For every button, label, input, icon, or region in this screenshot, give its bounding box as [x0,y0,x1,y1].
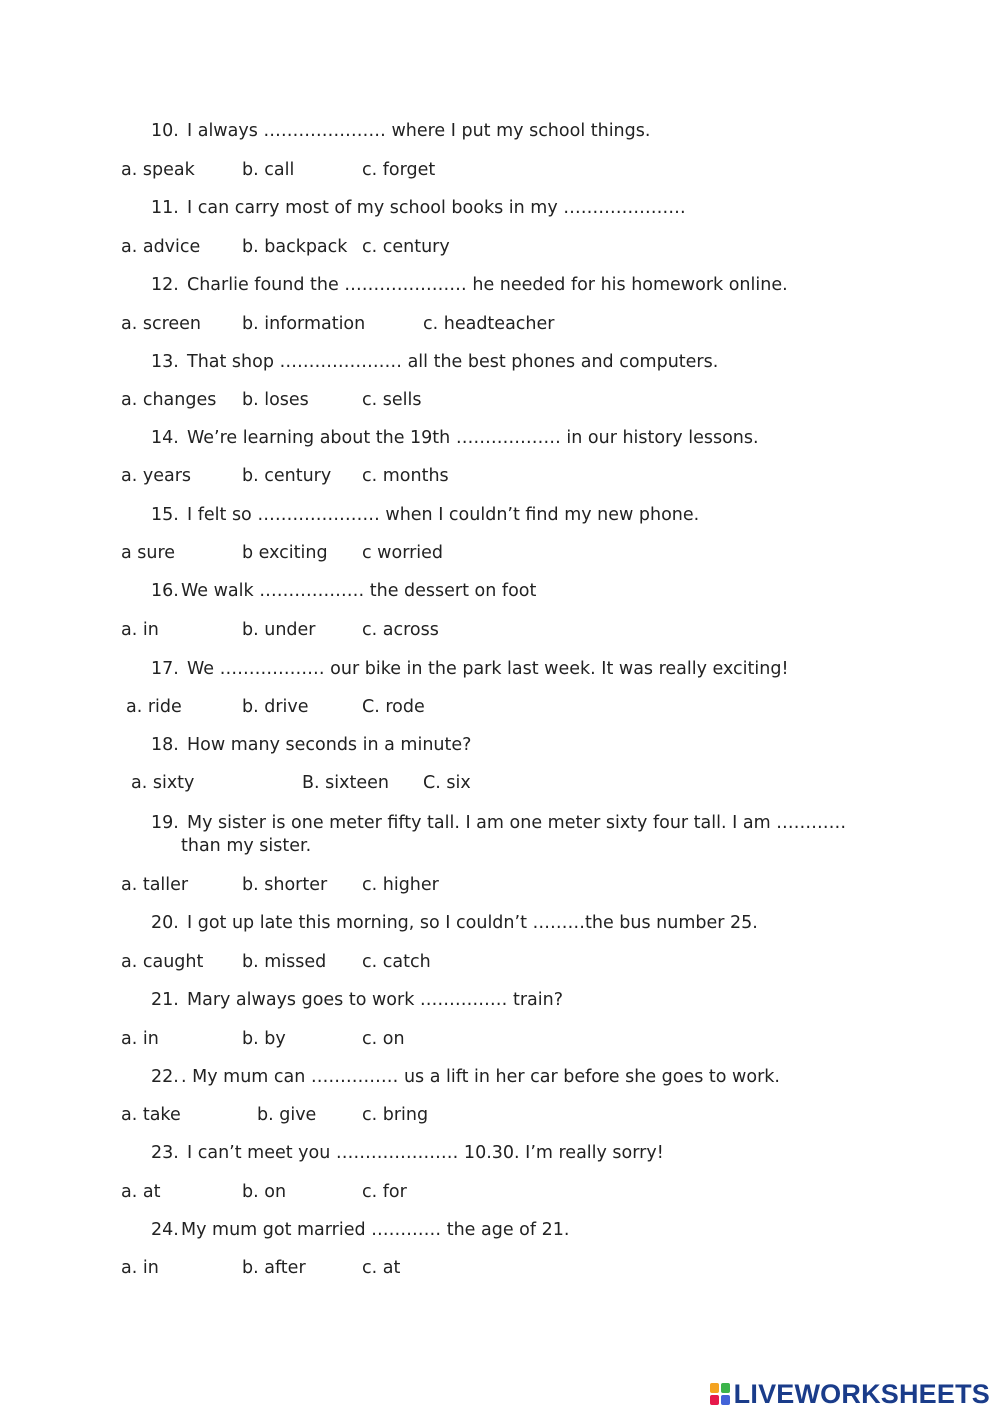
question-number: 23. [151,1143,179,1163]
option-b[interactable]: b. by [242,1029,286,1049]
option-c[interactable]: C. six [423,773,471,793]
option-c[interactable]: c. century [362,237,450,257]
option-a[interactable]: a. years [121,466,192,486]
option-c[interactable]: c. at [362,1258,401,1278]
option-b[interactable]: b. loses [242,390,309,410]
option-a[interactable]: a. take [121,1105,181,1125]
option-b[interactable]: b. after [242,1258,306,1278]
question-text: We’re learning about the 19th ……………… in our history lessons. [187,428,759,448]
question-number: 24. [151,1220,179,1240]
question-number: 18. [151,735,179,755]
option-c[interactable]: c. bring [362,1105,429,1125]
question-number: 17. [151,659,179,679]
question-text: I can’t meet you ………………… 10.30. I’m really sorry! [187,1143,664,1163]
option-b[interactable]: b. missed [242,952,327,972]
question-20 [151,912,758,935]
question-11 [151,197,686,220]
question-14 [151,427,759,450]
option-a[interactable]: a. speak [121,160,195,180]
question-13 [151,351,718,374]
liveworksheets-mark-icon [710,1383,730,1405]
question-number: 15. [151,505,179,525]
option-b[interactable]: b. shorter [242,875,328,895]
question-number: 10. [151,121,179,141]
question-text: Mary always goes to work …………… train? [187,990,563,1010]
question-text: That shop ………………… all the best phones and computers. [187,352,719,372]
option-a[interactable]: a. in [121,620,159,640]
option-b[interactable]: b. give [257,1105,317,1125]
option-c[interactable]: c. for [362,1182,407,1202]
question-text: We ……………… our bike in the park last week. It was really exciting! [187,659,789,679]
option-a[interactable]: a. in [121,1258,159,1278]
question-number: 22. [151,1067,179,1087]
option-b[interactable]: b. information [242,314,366,334]
option-c[interactable]: c. months [362,466,449,486]
option-a[interactable]: a. in [121,1029,159,1049]
question-text: We walk ……………… the dessert on foot [181,581,537,601]
question-12 [151,274,788,297]
question-number: 14. [151,428,179,448]
question-number: 12. [151,275,179,295]
liveworksheets-logo [710,1378,990,1410]
option-a[interactable]: a. screen [121,314,202,334]
question-19 [151,812,846,835]
option-c[interactable]: c. across [362,620,439,640]
question-text: My sister is one meter fifty tall. I am one meter sixty four tall. I am ………… [187,813,847,833]
option-b[interactable]: b. drive [242,697,309,717]
option-a[interactable]: a. taller [121,875,189,895]
option-b[interactable]: b. under [242,620,316,640]
option-c[interactable]: c. catch [362,952,431,972]
question-16 [151,580,536,603]
question-24 [151,1219,569,1242]
option-a[interactable]: a. advice [121,237,201,257]
question-text: Charlie found the ………………… he needed for his homework online. [187,275,788,295]
option-a[interactable]: a. at [121,1182,161,1202]
question-18 [151,734,471,757]
question-text: I felt so ………………… when I couldn’t find my new phone. [187,505,700,525]
question-number: 13. [151,352,179,372]
question-text: I always ………………… where I put my school things. [187,121,651,141]
option-b[interactable]: b. call [242,160,295,180]
option-c[interactable]: c. sells [362,390,422,410]
option-c[interactable]: c. higher [362,875,439,895]
option-c[interactable]: C. rode [362,697,425,717]
question-text: I can carry most of my school books in my ………………… [187,198,686,218]
question-number: 19. [151,813,179,833]
option-b[interactable]: b exciting [242,543,328,563]
option-a[interactable]: a. sixty [131,773,195,793]
option-b[interactable]: B. sixteen [302,773,389,793]
question-number: 20. [151,913,179,933]
option-a[interactable]: a. changes [121,390,217,410]
option-b[interactable]: b. century [242,466,332,486]
option-a[interactable]: a sure [121,543,176,563]
option-a[interactable]: a. caught [121,952,204,972]
question-number: 11. [151,198,179,218]
question-10 [151,120,650,143]
question-21 [151,989,563,1012]
question-number: 21. [151,990,179,1010]
question-text: My mum got married ………… the age of 21. [181,1220,570,1240]
option-c[interactable]: c. headteacher [423,314,555,334]
option-c[interactable]: c. forget [362,160,436,180]
logo-text: LIVEWORKSHEETS [733,1378,990,1409]
question-22 [151,1066,780,1089]
question-23 [151,1142,664,1165]
question-17 [151,658,788,681]
question-text: How many seconds in a minute? [187,735,472,755]
question-number: 16. [151,581,179,601]
question-15 [151,504,699,527]
option-c[interactable]: c worried [362,543,444,563]
option-c[interactable]: c. on [362,1029,405,1049]
question-text: I got up late this morning, so I couldn’t ………the bus number 25. [187,913,758,933]
option-b[interactable]: b. on [242,1182,287,1202]
option-b[interactable]: b. backpack [242,237,348,257]
question-text: . My mum can …………… us a lift in her car before she goes to work. [181,1067,780,1087]
option-a[interactable]: a. ride [126,697,182,717]
question-text-continuation: than my sister. [181,836,312,856]
